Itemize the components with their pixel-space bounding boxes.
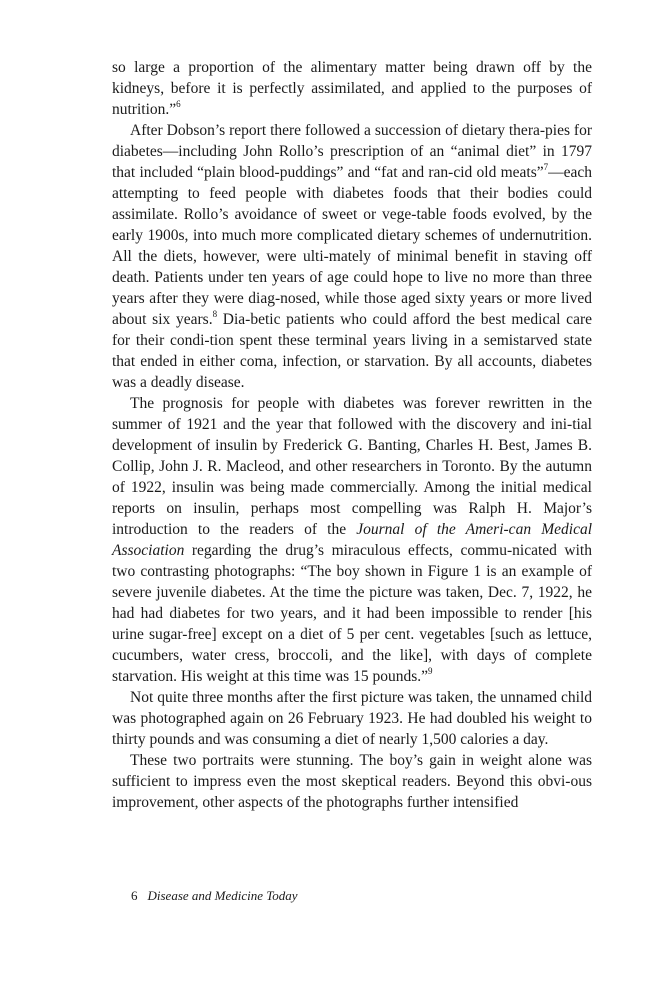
paragraph-text: regarding the drug’s miraculous effects, commu-nicated with two contrasting photographs: “The boy shown in Figure 1 is an example of severe juvenile diabetes. At the time the picture was taken, Dec. 7, 1922, he had had diabetes for two years, and it had been impossible to render [his urine sugar-free] except on a diet of 5 per cent. vegetables [such as lettuce, cucumbers, water cress, broccoli, and the like], with days of complete starvation. His weight at this time was 15 pounds.”: [112, 542, 592, 685]
paragraph-dietary-therapies: [112, 120, 592, 393]
footnote-ref-8: 8: [212, 308, 218, 319]
paragraph-text: The prognosis for people with diabetes was forever rewritten in the summer of 1921 and the year that followed with the discovery and ini-tial development of insulin by Frederick G. Banting, Charles H. Best, James B. Collip, John J. R. Macleod, and other researchers in Toronto. By the autumn of 1922, insulin was being made commercially. Among the initial medical reports on insulin, perhaps most compelling was Ralph H. Major’s introduction to the readers of the: [112, 395, 592, 538]
paragraph-text: —each attempting to feed people with diabetes foods that their bodies could assimilate. Rollo’s avoidance of sweet or vege-table foods evolved, by the early 1900s, into much more complicated dietary schemes of undernutrition. All the diets, however, were ulti-mately of minimal benefit in staving off death. Patients under ten years of age could hope to live no more than three years after they were diag-nosed, while those aged sixty years or more lived about six years.: [112, 164, 592, 328]
footnote-ref-7: 7: [543, 161, 549, 172]
footnote-ref-6: 6: [176, 98, 181, 109]
paragraph-second-photo: [112, 687, 592, 750]
paragraph-text: Not quite three months after the first picture was taken, the unnamed child was photographed again on 26 February 1923. He had doubled his weight to thirty pounds and was consuming a diet of nearly 1,500 calories a day.: [112, 689, 592, 748]
paragraph-continuation: [112, 57, 592, 120]
paragraph-text: so large a proportion of the alimentary matter being drawn off by the kidneys, before it is perfectly assimilated, and applied to the purposes of nutrition.”: [112, 59, 592, 118]
journal-title: Journal of the Ameri-can Medical Association: [112, 521, 593, 559]
paragraph-insulin-discovery: [112, 393, 592, 687]
running-title: Disease and Medicine Today: [147, 888, 298, 903]
paragraph-text: These two portraits were stunning. The boy’s gain in weight alone was sufficient to impress even the most skeptical readers. Beyond this obvi-ous improvement, other aspects of the photographs further intensified: [112, 752, 592, 811]
paragraph-text: Dia-betic patients who could afford the best medical care for their condi-tion spent these terminal years living in a semistarved state that ended in either coma, infection, or starvation. By all accounts, diabetes was a deadly disease.: [112, 311, 592, 391]
footnote-ref-9: 9: [428, 665, 433, 676]
paragraph-text: After Dobson’s report there followed a succession of dietary thera-pies for diabetes—including John Rollo’s prescription of an “animal diet” in 1797 that included “plain blood-puddings” and “fat and ran-cid old meats”: [112, 122, 592, 181]
page-number: 6: [131, 888, 138, 903]
page-body: [112, 57, 592, 813]
paragraph-portraits: [112, 750, 592, 813]
page-footer: [131, 888, 298, 904]
